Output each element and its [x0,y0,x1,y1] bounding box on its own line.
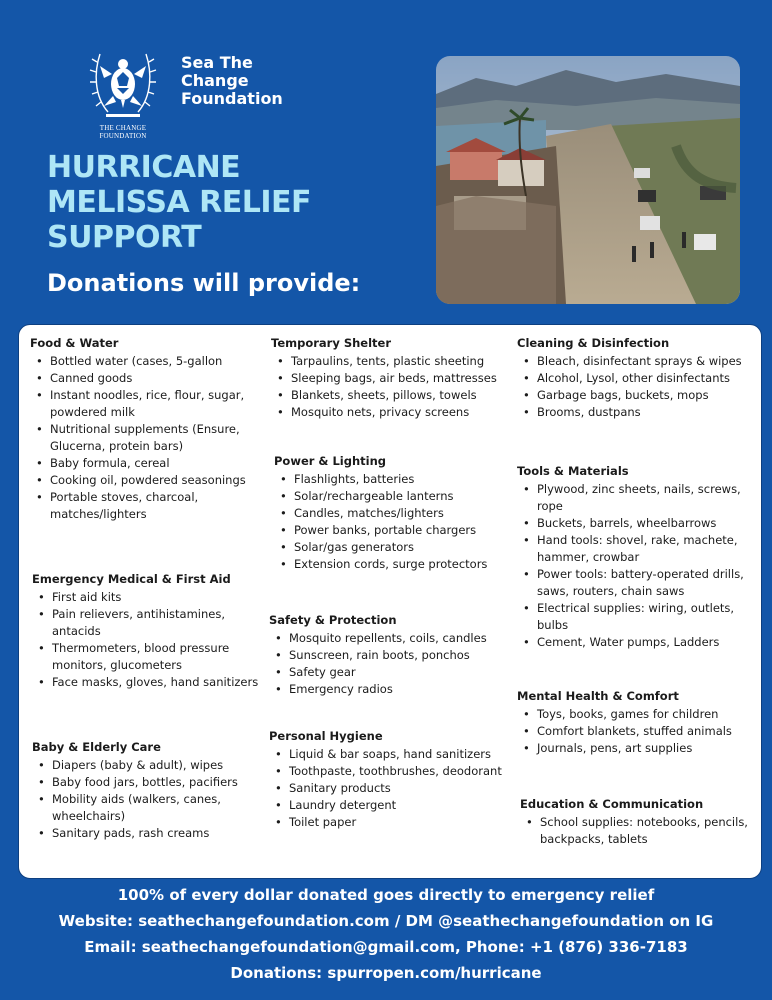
list-item: • Toilet paper [289,814,509,831]
list-item: • Instant noodles, rice, flour, sugar, powdered milk [50,387,260,421]
footer-relief-statement: 100% of every dollar donated goes directly to emergency relief [117,886,655,904]
donations-title: Donations will provide: [47,269,361,297]
list-item: • Alcohol, Lysol, other disinfectants [537,370,753,387]
logo-caption-1: THE CHANGE [99,124,147,132]
item-list [517,706,753,757]
item-list [274,471,509,573]
item-list [30,353,260,523]
list-item: • Mosquito nets, privacy screens [291,404,511,421]
section-hygiene [269,728,509,831]
list-item: • Toothpaste, toothbrushes, deodorant [289,763,509,780]
section-title: Cleaning & Disinfection [517,336,670,350]
section-medical [32,571,262,691]
list-item: • Power banks, portable chargers [294,522,509,539]
list-item: • Portable stoves, charcoal, matches/lighters [50,489,260,523]
item-list [271,353,511,421]
item-list [32,757,252,842]
list-item: • Journals, pens, art supplies [537,740,753,757]
list-item: • Baby food jars, bottles, pacifiers [52,774,252,791]
list-item: • Brooms, dustpans [537,404,753,421]
list-item: • Laundry detergent [289,797,509,814]
list-item: • Baby formula, cereal [50,455,260,472]
list-item: • Solar/gas generators [294,539,509,556]
item-list [517,353,753,421]
section-power [274,453,509,573]
list-item: • Canned goods [50,370,260,387]
list-item: • Cooking oil, powdered seasonings [50,472,260,489]
section-title: Tools & Materials [517,464,629,478]
section-title: Personal Hygiene [269,729,383,743]
item-list [269,630,509,698]
section-title: Education & Communication [520,797,704,811]
list-item: • Comfort blankets, stuffed animals [537,723,753,740]
headline-line: MELISSA RELIEF [47,185,312,220]
list-item: • Blankets, sheets, pillows, towels [291,387,511,404]
list-item: • Bottled water (cases, 5-gallon [50,353,260,370]
list-item: • Electrical supplies: wiring, outlets, bulbs [537,600,753,634]
list-item: • Sanitary products [289,780,509,797]
list-item: • Bleach, disinfectant sprays & wipes [537,353,753,370]
list-item: • Face masks, gloves, hand sanitizers [52,674,262,691]
footer-email-phone: Email: seathechangefoundation@gmail.com, Phone: +1 (876) 336-7183 [84,938,688,956]
list-item: • Sleeping bags, air beds, mattresses [291,370,511,387]
org-name-line: Sea The [181,53,253,72]
item-list [32,589,262,691]
list-item: • Emergency radios [289,681,509,698]
list-item: • Solar/rechargeable lanterns [294,488,509,505]
organization-name [181,54,331,108]
list-item: • Candles, matches/lighters [294,505,509,522]
list-item: • Diapers (baby & adult), wipes [52,757,252,774]
hurricane-damage-photo [436,56,740,304]
section-title: Baby & Elderly Care [32,740,161,754]
list-item: • First aid kits [52,589,262,606]
list-item: • Sunscreen, rain boots, ponchos [289,647,509,664]
section-safety [269,612,509,698]
logo-caption-2: FOUNDATION [99,132,147,140]
section-mental-health [517,688,753,757]
footer-contact-info [0,882,772,986]
section-title: Safety & Protection [269,613,397,627]
section-food-water [30,335,260,523]
list-item: • Nutritional supplements (Ensure, Glucerna, protein bars) [50,421,260,455]
section-title: Power & Lighting [274,454,387,468]
foundation-logo [86,42,160,138]
donation-items-panel [18,324,762,879]
list-item: • Tarpaulins, tents, plastic sheeting [291,353,511,370]
item-list [520,814,754,848]
page-headline [47,150,427,255]
list-item: • Mobility aids (walkers, canes, wheelchairs) [52,791,252,825]
headline-line: SUPPORT [47,220,202,255]
list-item: • Sanitary pads, rash creams [52,825,252,842]
section-baby-elderly [32,739,252,842]
list-item: • Buckets, barrels, wheelbarrows [537,515,753,532]
section-cleaning [517,335,753,421]
section-education [520,796,754,848]
headline-line: HURRICANE [47,150,241,185]
damage-photo-image [436,56,740,304]
sea-turtle-logo-icon [86,42,160,124]
org-name-line: Change [181,71,249,90]
footer-donations-link: Donations: spurropen.com/hurricane [230,964,542,982]
list-item: • Flashlights, batteries [294,471,509,488]
list-item: • Liquid & bar soaps, hand sanitizers [289,746,509,763]
section-title: Emergency Medical & First Aid [32,572,231,586]
org-name-line: Foundation [181,89,283,108]
list-item: • Mosquito repellents, coils, candles [289,630,509,647]
item-list [269,746,509,831]
list-item: • Pain relievers, antihistamines, antacids [52,606,262,640]
list-item: • Toys, books, games for children [537,706,753,723]
list-item: • Plywood, zinc sheets, nails, screws, rope [537,481,753,515]
list-item: • Cement, Water pumps, Ladders [537,634,753,651]
list-item: • Hand tools: shovel, rake, machete, hammer, crowbar [537,532,753,566]
section-title: Mental Health & Comfort [517,689,679,703]
section-tools [517,463,753,651]
list-item: • Extension cords, surge protectors [294,556,509,573]
list-item: • Garbage bags, buckets, mops [537,387,753,404]
list-item: • Thermometers, blood pressure monitors, glucometers [52,640,262,674]
section-title: Temporary Shelter [271,336,392,350]
list-item: • Power tools: battery-operated drills, saws, routers, chain saws [537,566,753,600]
list-item: • Safety gear [289,664,509,681]
footer-website: Website: seathechangefoundation.com / DM @seathechangefoundation on IG [58,912,714,930]
section-shelter [271,335,511,421]
list-item: • School supplies: notebooks, pencils, backpacks, tablets [540,814,754,848]
item-list [517,481,753,651]
section-title: Food & Water [30,336,119,350]
